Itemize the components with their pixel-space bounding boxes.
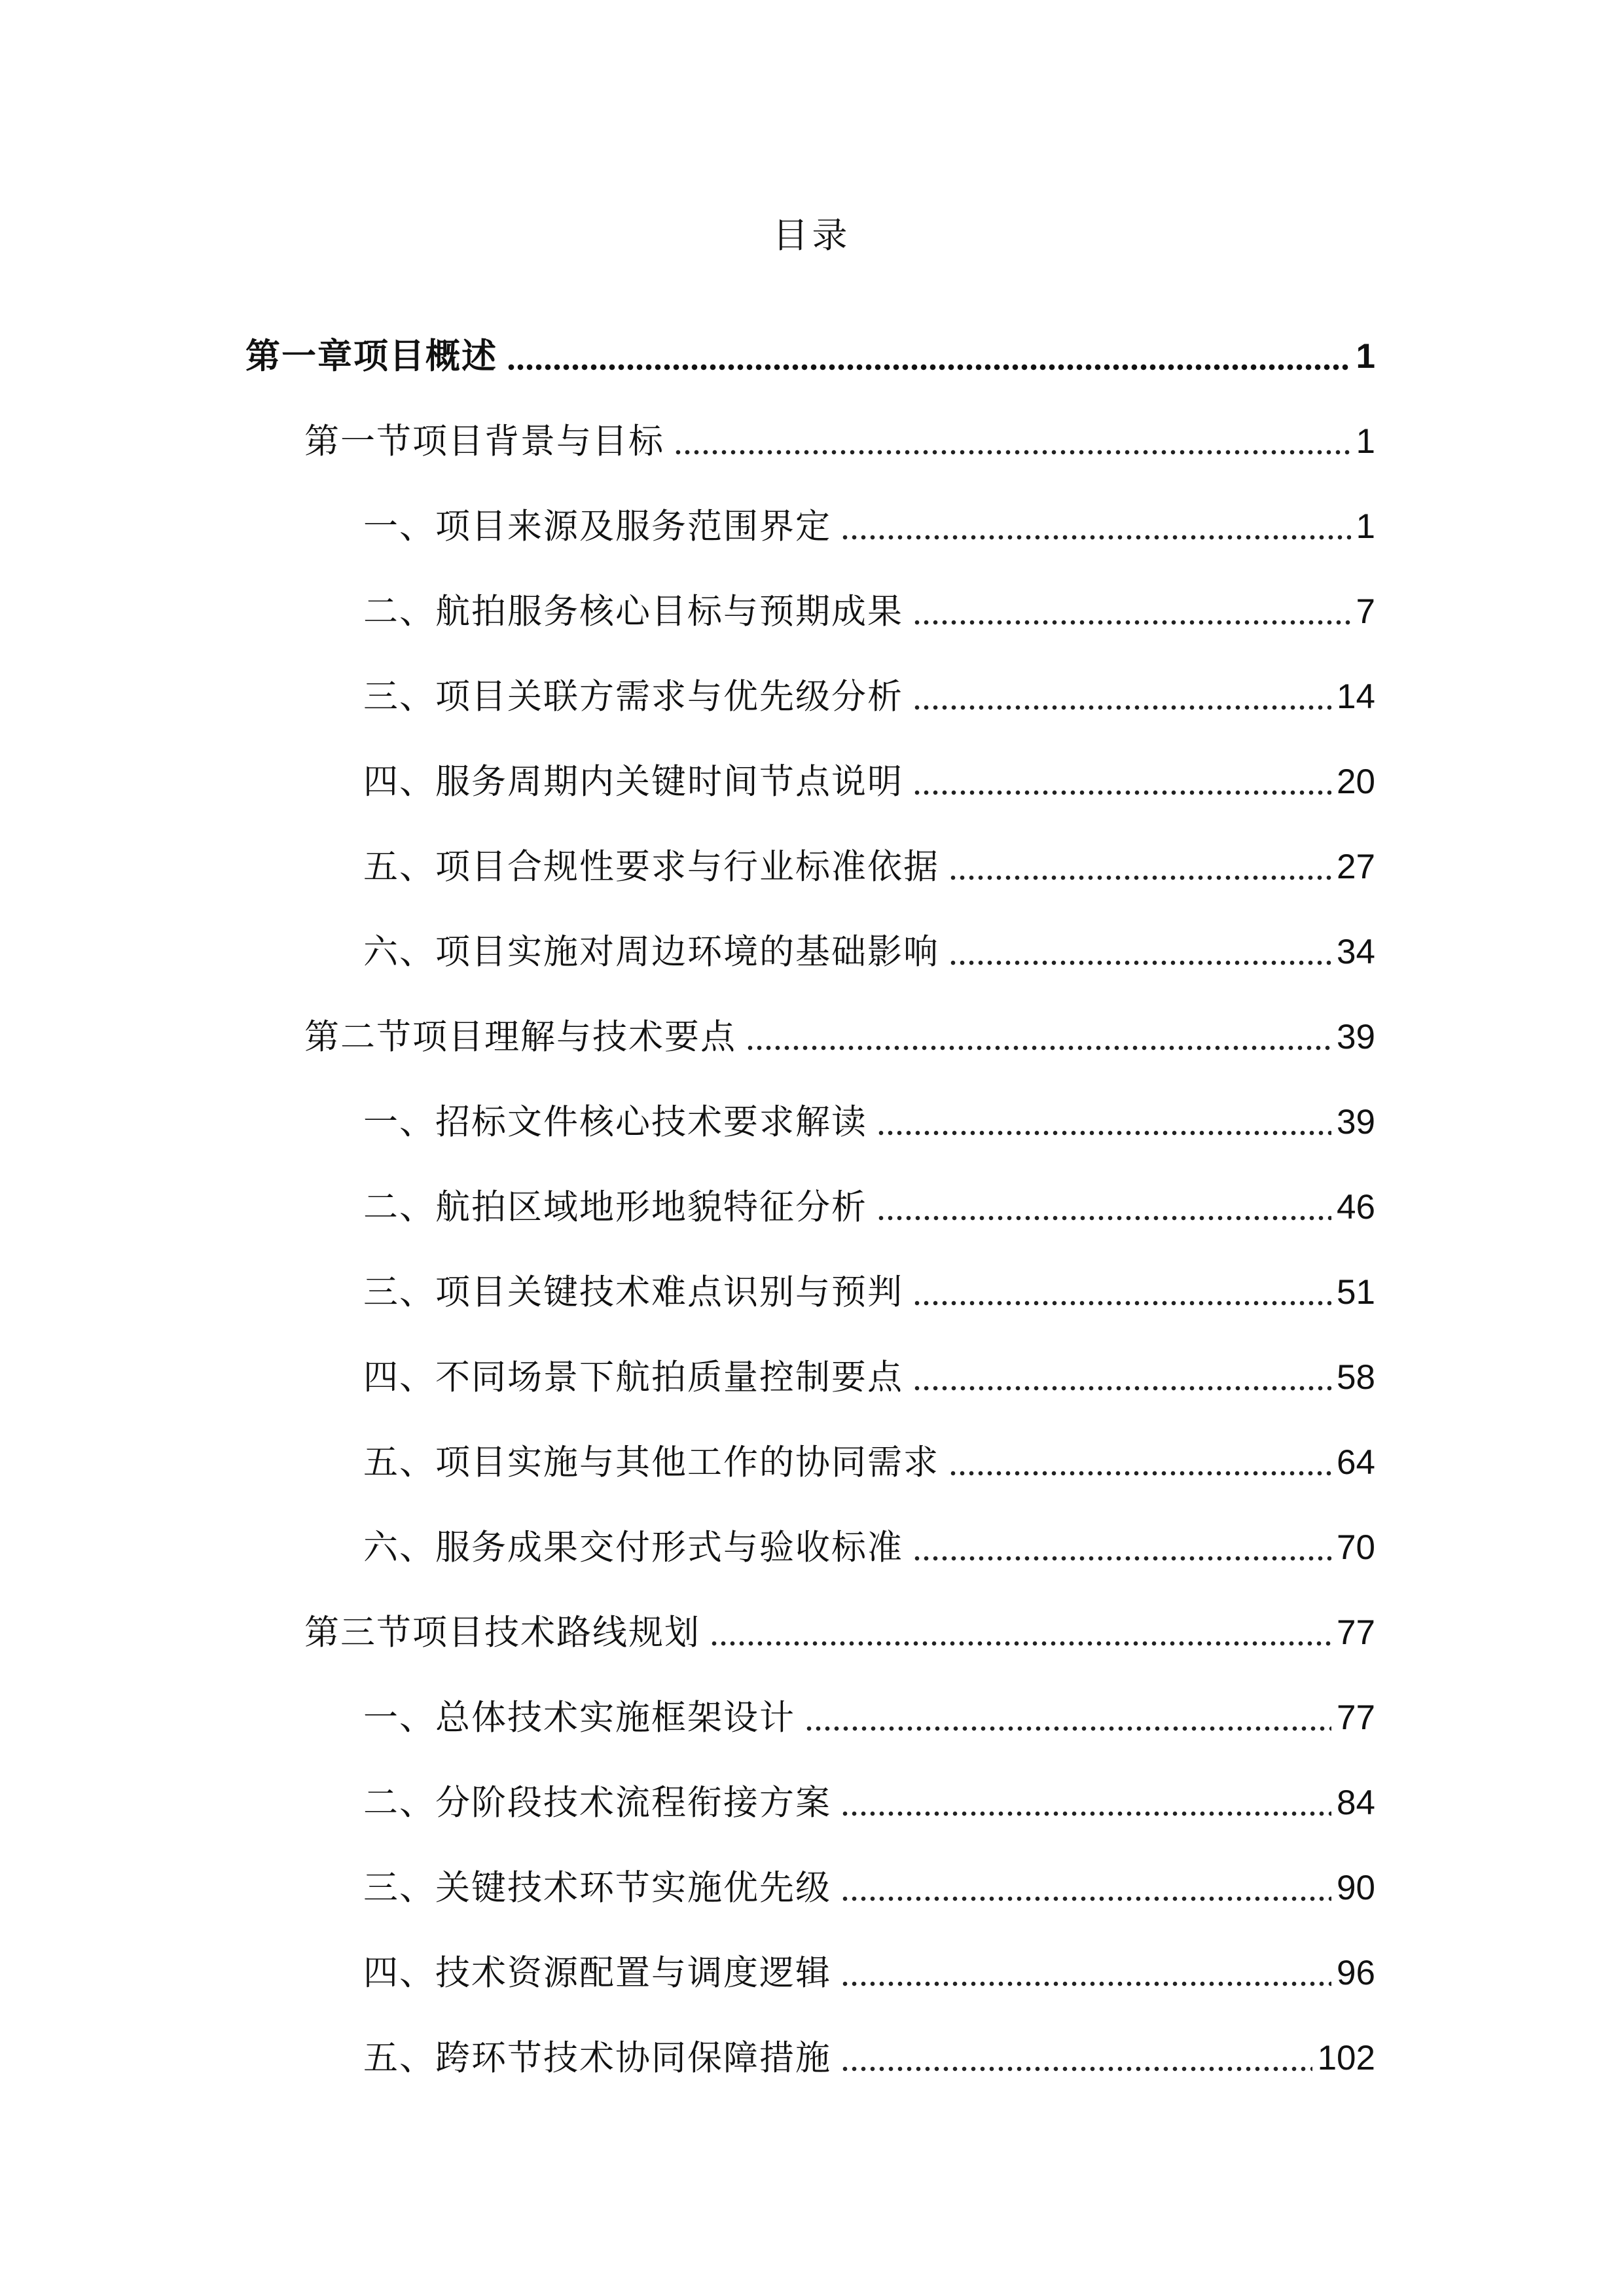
toc-leader-dots <box>840 1810 1331 1818</box>
toc-page-number: 14 <box>1337 677 1375 716</box>
toc-entry-text: 四、不同场景下航拍质量控制要点 <box>363 1357 903 1397</box>
toc-entry-section-2[interactable] <box>0 978 1624 1064</box>
toc-page-number: 39 <box>1337 1103 1375 1141</box>
toc-page-number: 7 <box>1356 592 1375 631</box>
toc-entry-text: 四、服务周期内关键时间节点说明 <box>363 762 903 802</box>
toc-list <box>0 298 1624 2085</box>
toc-entry-text: 二、航拍区域地形地貌特征分析 <box>363 1187 867 1227</box>
toc-entry-text: 第二节项目理解与技术要点 <box>304 1017 736 1057</box>
toc-entry-item[interactable] <box>0 1829 1624 1914</box>
toc-entry-text: 二、航拍服务核心目标与预期成果 <box>363 592 903 632</box>
toc-page-number: 46 <box>1337 1188 1375 1227</box>
toc-page-number: 90 <box>1337 1869 1375 1907</box>
toc-page-number: 64 <box>1337 1443 1375 1482</box>
toc-entry-item[interactable] <box>0 1744 1624 1829</box>
toc-leader-dots <box>746 1044 1331 1052</box>
toc-entry-section-1[interactable] <box>0 383 1624 468</box>
toc-leader-dots <box>876 1129 1331 1137</box>
toc-entry-item[interactable] <box>0 893 1624 978</box>
toc-leader-dots <box>840 2065 1312 2073</box>
toc-page-number: 51 <box>1337 1273 1375 1312</box>
toc-leader-dots <box>804 1725 1331 1732</box>
toc-entry-chapter-1[interactable] <box>0 298 1624 383</box>
toc-page-number: 102 <box>1317 2039 1375 2077</box>
toc-leader-dots <box>948 1469 1331 1477</box>
toc-page-number: 77 <box>1337 1698 1375 1737</box>
toc-page-number: 58 <box>1337 1358 1375 1397</box>
toc-entry-text: 第三节项目技术路线规划 <box>304 1613 700 1653</box>
toc-entry-text: 四、技术资源配置与调度逻辑 <box>363 1953 831 1993</box>
toc-leader-dots <box>912 1554 1331 1562</box>
toc-entry-item[interactable] <box>0 1319 1624 1404</box>
toc-leader-dots <box>876 1214 1331 1222</box>
toc-entry-item[interactable] <box>0 553 1624 638</box>
toc-leader-dots <box>710 1640 1331 1647</box>
toc-page-number: 70 <box>1337 1528 1375 1567</box>
toc-leader-dots <box>948 874 1331 882</box>
toc-page-number: 27 <box>1337 848 1375 886</box>
toc-entry-text: 一、招标文件核心技术要求解读 <box>363 1102 867 1142</box>
toc-entry-item[interactable] <box>0 2000 1624 2085</box>
toc-leader-dots <box>840 1895 1331 1903</box>
toc-leader-dots <box>840 533 1351 541</box>
toc-leader-dots <box>840 1980 1331 1988</box>
toc-entry-item[interactable] <box>0 468 1624 553</box>
toc-leader-dots <box>912 619 1351 626</box>
toc-page-number: 1 <box>1356 337 1375 376</box>
toc-entry-section-3[interactable] <box>0 1574 1624 1659</box>
toc-page-number: 96 <box>1337 1954 1375 1992</box>
toc-entry-text: 三、项目关联方需求与优先级分析 <box>363 677 903 717</box>
toc-leader-dots <box>674 448 1351 456</box>
toc-entry-text: 五、项目合规性要求与行业标准依据 <box>363 847 939 887</box>
toc-entry-text: 一、总体技术实施框架设计 <box>363 1698 795 1738</box>
toc-entry-item[interactable] <box>0 1149 1624 1234</box>
toc-entry-text: 二、分阶段技术流程衔接方案 <box>363 1783 831 1823</box>
toc-title: 目录 <box>772 215 852 256</box>
toc-leader-dots <box>912 1299 1331 1307</box>
toc-entry-item[interactable] <box>0 638 1624 723</box>
toc-entry-text: 第一章项目概述 <box>245 336 497 376</box>
toc-entry-text: 三、关键技术环节实施优先级 <box>363 1868 831 1908</box>
toc-entry-item[interactable] <box>0 1659 1624 1744</box>
toc-entry-text: 三、项目关键技术难点识别与预判 <box>363 1272 903 1312</box>
toc-entry-text: 一、项目来源及服务范围界定 <box>363 507 831 547</box>
toc-entry-item[interactable] <box>0 1064 1624 1149</box>
toc-entry-item[interactable] <box>0 1914 1624 2000</box>
toc-leader-dots <box>912 704 1331 711</box>
toc-entry-text: 六、服务成果交付形式与验收标准 <box>363 1528 903 1568</box>
toc-page-number: 34 <box>1337 933 1375 971</box>
toc-page-number: 20 <box>1337 762 1375 801</box>
toc-leader-dots <box>507 363 1351 371</box>
toc-entry-text: 第一节项目背景与目标 <box>304 422 664 461</box>
toc-entry-text: 五、项目实施与其他工作的协同需求 <box>363 1443 939 1482</box>
toc-entry-item[interactable] <box>0 1234 1624 1319</box>
toc-leader-dots <box>912 789 1331 797</box>
toc-entry-item[interactable] <box>0 723 1624 808</box>
toc-entry-item[interactable] <box>0 1489 1624 1574</box>
toc-entry-item[interactable] <box>0 808 1624 893</box>
toc-leader-dots <box>948 959 1331 967</box>
toc-page-number: 77 <box>1337 1613 1375 1652</box>
toc-entry-text: 五、跨环节技术协同保障措施 <box>363 2038 831 2078</box>
toc-entry-text: 六、项目实施对周边环境的基础影响 <box>363 932 939 972</box>
toc-leader-dots <box>912 1384 1331 1392</box>
toc-page-number: 1 <box>1356 422 1375 461</box>
toc-page-number: 84 <box>1337 1784 1375 1822</box>
toc-entry-item[interactable] <box>0 1404 1624 1489</box>
toc-page-number: 1 <box>1356 507 1375 546</box>
toc-page-number: 39 <box>1337 1018 1375 1056</box>
